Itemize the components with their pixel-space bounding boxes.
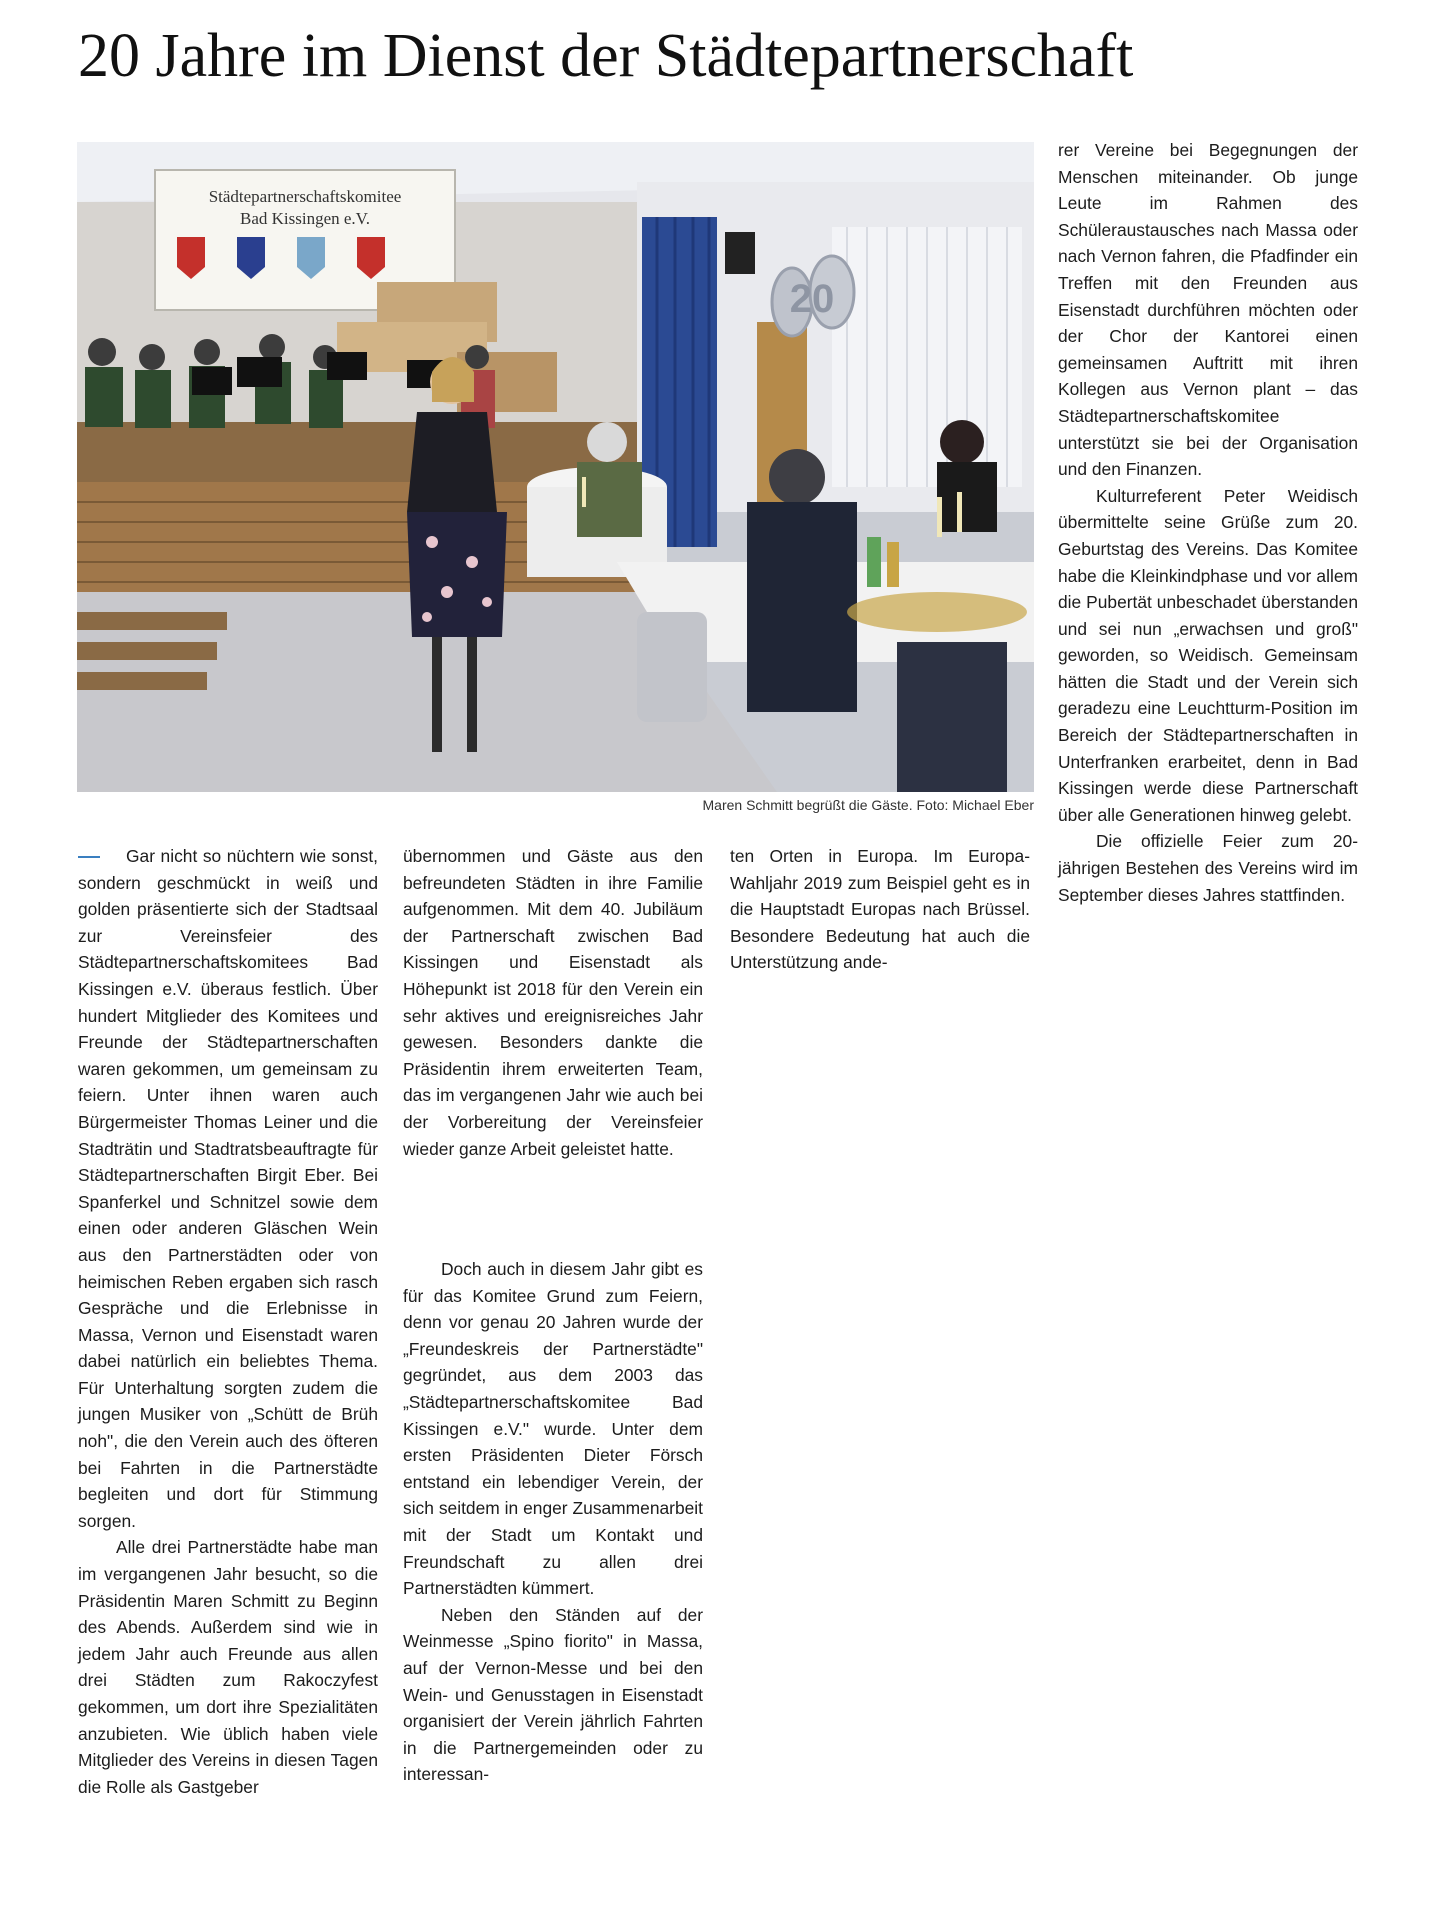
article-column-2	[403, 843, 703, 1162]
banner-line-2: Bad Kissingen e.V.	[239, 209, 371, 228]
article-photo	[77, 142, 1034, 792]
paragraph: Neben den Ständen auf der Weinmesse „Spino fiorito" in Massa, auf der Vernon-Messe und bei den Wein- und Genusstagen in Eisenstadt organisiert der Verein jährlich Fahrten in die Partnergemeinden oder zu interessan-	[403, 1604, 703, 1785]
paragraph	[78, 843, 378, 1534]
lead-dash-marker	[78, 856, 100, 858]
paragraph: Alle drei Partnerstädte habe man im vergangenen Jahr besucht, so die Präsidentin Maren Schmitt zu Beginn des Abends. Außerdem sind wie in jedem Jahr auch Freunde aus allen drei Städten zum Rakoczyfest gekommen, um dort ihre Spezialitäten anzubieten. Wie üblich haben viele Mitglieder des Vereins in diesen Tagen die Rolle als Gastgeber	[78, 1537, 378, 1797]
paragraph: ten Orten in Europa. Im Europa-Wahljahr 2019 zum Beispiel geht es in die Hauptstadt Europas nach Brüssel. Besondere Bedeutung hat auch die Unterstützung ande-	[730, 846, 1030, 973]
banner-line-1: Städtepartnerschaftskomitee	[208, 187, 402, 206]
paragraph: Doch auch in diesem Jahr gibt es für das Komitee Grund zum Feiern, denn vor genau 20 Jahren wurde der „Freundeskreis der Partnerstädte" gegründet, aus dem 2003 das „Städtepartnerschaftskomitee Bad Kissingen e.V." wurde. Unter dem ersten Präsidenten Dieter Försch entstand ein lebendiger Verein, der sich seitdem in enger Zusammenarbeit mit der Stadt um Kontakt und Freundschaft zu allen drei Partnerstädten kümmert.	[403, 1259, 703, 1599]
article-column-1	[78, 843, 378, 1800]
article-column-4	[1058, 137, 1358, 908]
paragraph-text: Gar nicht so nüchtern wie sonst, sondern geschmückt in weiß und golden präsentierte sich der Stadtsaal zur Vereinsfeier des Städtepartnerschaftskomitees Bad Kissingen e.V. überaus festlich. Über hundert Mitglieder des Komitees und Freunde der Städtepartnerschaften waren gekommen, um gemeinsam zu feiern. Unter ihnen waren auch Bürgermeister Thomas Leiner und die Stadträtin und Stadtratsbeauftragte für Städtepartnerschaften Birgit Eber. Bei Spanferkel und Schnitzel sowie dem einen oder anderen Gläschen Wein aus den Partnerstädten oder von heimischen Reben ergaben sich rasch Gespräche und die Erlebnisse in Massa, Vernon und Eisenstadt waren dabei natürlich ein beliebtes Thema. Für Unterhaltung sorgten zudem die jungen Musiker von „Schütt de Brüh noh", die den Verein auch des öfteren bei Fahrten in die Partnerstädte begleiten und dort für Stimmung sorgen.	[78, 846, 378, 1531]
paragraph: Kulturreferent Peter Weidisch übermittelte seine Grüße zum 20. Geburtstag des Vereins. Das Komitee habe die Kleinkindphase und vor allem die Pubertät unbeschadet überstanden und sei nun „erwachsen und groß" geworden, so Weidisch. Gemeinsam hätten die Stadt und der Verein sich geradezu eine Leuchtturm-Position im Bereich der Städtepartnerschaften in Unterfranken erarbeitet, denn in Bad Kissingen werde diese Partnerschaft über alle Generationen hinweg gelebt.	[1058, 485, 1358, 825]
article-column-2-lower	[403, 1256, 703, 1788]
event-photo-illustration	[77, 142, 1034, 792]
paragraph: rer Vereine bei Begegnungen der Menschen miteinander. Ob junge Leute im Rahmen des Schüleraustausches nach Massa oder nach Vernon fahren, die Pfadfinder ein Treffen mit den Freunden aus Eisenstadt durchführen möchten oder der Chor der Kantorei einen gemeinsamen Auftritt mit ihren Kollegen aus Vernon plant – das Städtepartnerschaftskomitee unterstützt sie bei der Organisation und den Finanzen.	[1058, 140, 1358, 480]
article-headline: 20 Jahre im Dienst der Städtepartnerschaft	[78, 22, 1134, 90]
paragraph: Die offizielle Feier zum 20-jährigen Bestehen des Vereins wird im September dieses Jahres stattfinden.	[1058, 831, 1358, 905]
photo-caption: Maren Schmitt begrüßt die Gäste. Foto: Michael Eber	[702, 797, 1034, 813]
balloon-number: 20	[789, 277, 835, 321]
article-column-3	[730, 843, 1030, 976]
paragraph: übernommen und Gäste aus den befreundeten Städten in ihre Familie aufgenommen. Mit dem 40. Jubiläum der Partnerschaft zwischen Bad Kissingen und Eisenstadt als Höhepunkt ist 2018 für den Verein ein sehr aktives und ereignisreiches Jahr gewesen. Besonders dankte die Präsidentin ihrem erweiterten Team, das im vergangenen Jahr wie auch bei der Vorbereitung der Vereinsfeier wieder ganze Arbeit geleistet hatte.	[403, 846, 703, 1159]
